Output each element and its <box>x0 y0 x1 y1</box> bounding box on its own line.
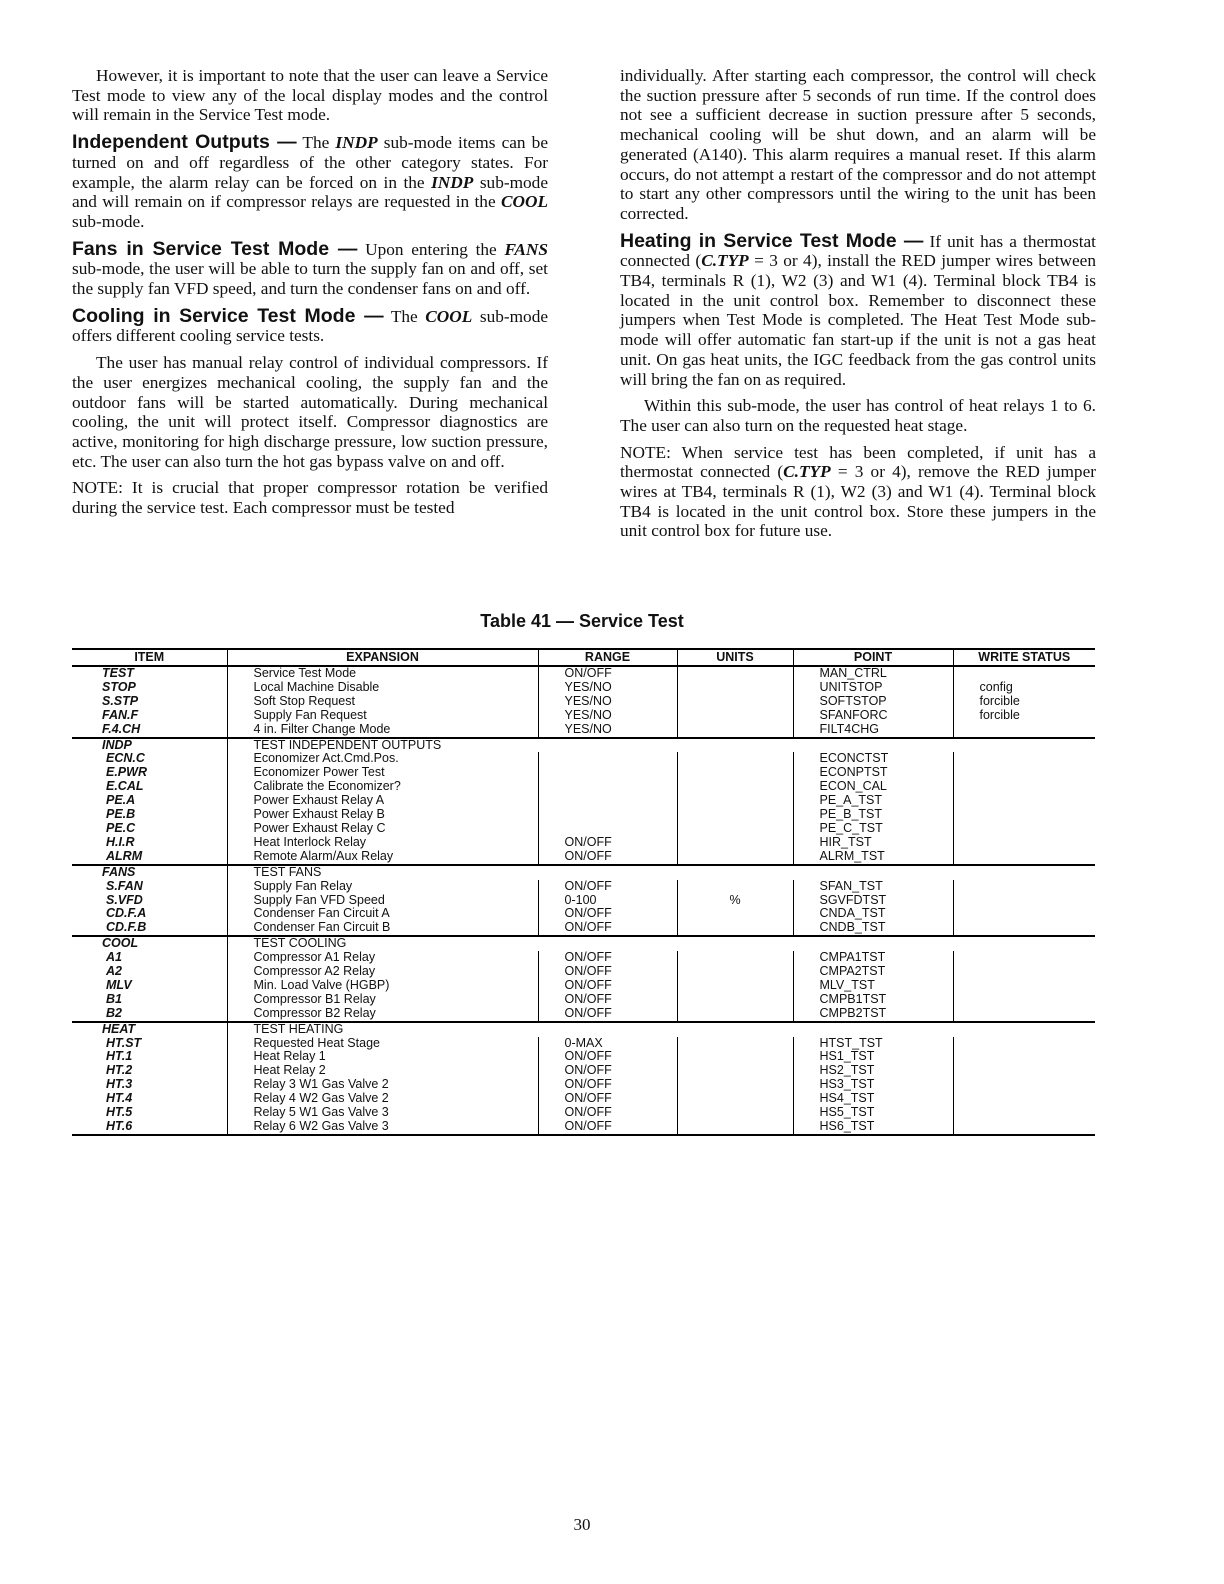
cell-units <box>677 1064 793 1078</box>
cell-expansion: Local Machine Disable <box>227 681 538 695</box>
table-row <box>72 808 1095 822</box>
cell-range: ON/OFF <box>538 907 677 921</box>
cell-range: ON/OFF <box>538 965 677 979</box>
cell-point: HS5_TST <box>793 1106 953 1120</box>
table-row <box>72 979 1095 993</box>
cell-expansion: Heat Interlock Relay <box>227 836 538 850</box>
cell-range: ON/OFF <box>538 850 677 865</box>
cell-item: B2 <box>72 1007 227 1022</box>
cell-item: HT.2 <box>106 1064 133 1078</box>
cell-range: ON/OFF <box>538 666 677 681</box>
table-row <box>72 880 1095 894</box>
cell-units: % <box>677 894 793 908</box>
table-row <box>72 1064 1095 1078</box>
table-section-header <box>72 936 1095 951</box>
cell-point <box>793 936 953 951</box>
cell-item: HT.4 <box>106 1092 133 1106</box>
cell-write-status <box>953 951 1095 965</box>
cell-point: SOFTSTOP <box>793 695 953 709</box>
cell-point: CMPA1TST <box>793 951 953 965</box>
cell-range: ON/OFF <box>538 1120 677 1135</box>
col-header-expansion: EXPANSION <box>227 649 538 666</box>
cell-range: ON/OFF <box>538 1092 677 1106</box>
compressor-check-paragraph: individually. After starting each compressor, the control will check the suction pressure after 5 seconds of run time. If the control does not see a sufficient decrease in suction pressure after 5 seconds, mechanical cooling will be shut down, and an alarm will be generated (A140). This alarm requires a manual reset. If this alarm occurs, do not attempt a restart of the compressor and do not attempt to start any other compressors until the wiring to the unit has been corrected. <box>620 66 1096 223</box>
independent-outputs-paragraph: Independent Outputs — The INDP sub-mode items can be turned on and off regardless of the other category states. For example, the alarm relay can be forced on in the INDP sub-mode and will remain on if compressor relays are requested in the COOL sub-mode. <box>72 131 548 231</box>
cell-units <box>677 794 793 808</box>
cooling-paragraph: Cooling in Service Test Mode — The COOL sub-mode offers different cooling service tests. <box>72 304 548 346</box>
cell-units <box>677 936 793 951</box>
cell-item: FAN.F <box>102 708 139 722</box>
cell-write-status <box>953 936 1095 951</box>
cell-write-status <box>953 979 1095 993</box>
cell-units <box>677 695 793 709</box>
cell-point: UNITSTOP <box>793 681 953 695</box>
cell-range <box>538 766 677 780</box>
cell-range <box>538 738 677 753</box>
cell-expansion: Condenser Fan Circuit A <box>227 907 538 921</box>
cell-point: HIR_TST <box>793 836 953 850</box>
cell-write-status <box>953 822 1095 836</box>
cell-write-status <box>953 1092 1095 1106</box>
cell-item: E.PWR <box>106 766 147 780</box>
cell-expansion: Remote Alarm/Aux Relay <box>227 850 538 865</box>
cell-point: ALRM_TST <box>793 850 953 865</box>
table-body <box>72 666 1095 1135</box>
cell-write-status: forcible <box>953 709 1095 723</box>
cell-units <box>677 1120 793 1135</box>
cell-write-status <box>953 666 1095 681</box>
table-row <box>72 1037 1095 1051</box>
left-column <box>72 66 548 525</box>
cell-item: A2 <box>106 965 122 979</box>
cell-point: SGVFDTST <box>793 894 953 908</box>
cell-write-status <box>953 752 1095 766</box>
cell-item: INDP <box>102 737 132 752</box>
heating-paragraph: Heating in Service Test Mode — If unit has a thermostat connected (C.TYP = 3 or 4), install the RED jumper wires between TB4, terminals R (1), W2 (3) and W1 (4). Terminal block TB4 is located in the unit control box. Remember to disconnect these jumpers when Test Mode is completed. The Heat Test Mode sub-mode will offer automatic fan start-up if the unit is not a gas heat unit. On gas heat units, the IGC feedback from the gas control units will bring the fan on as required. <box>620 229 1096 389</box>
table-row <box>72 1050 1095 1064</box>
table-section-header <box>72 865 1095 880</box>
cell-item: HT.1 <box>106 1050 133 1064</box>
cell-units <box>677 1007 793 1022</box>
cell-units <box>677 850 793 865</box>
cell-write-status <box>953 1120 1095 1135</box>
table-row <box>72 1120 1095 1135</box>
cell-item: HEAT <box>102 1021 136 1036</box>
cell-range: YES/NO <box>538 695 677 709</box>
table-row <box>72 921 1095 936</box>
cell-item: CD.F.A <box>106 907 147 921</box>
cell-units <box>677 766 793 780</box>
cell-expansion: Calibrate the Economizer? <box>227 780 538 794</box>
cell-item: CD.F.B <box>72 921 227 936</box>
col-header-write-status: WRITE STATUS <box>953 649 1095 666</box>
col-header-range: RANGE <box>538 649 677 666</box>
cell-expansion: Compressor B1 Relay <box>227 993 538 1007</box>
cell-item: HT.3 <box>106 1078 133 1092</box>
fans-heading: Fans in Service Test Mode — <box>72 237 358 260</box>
cell-units <box>677 1092 793 1106</box>
cell-point: ECONPTST <box>793 766 953 780</box>
cell-expansion: Economizer Power Test <box>227 766 538 780</box>
cell-point: MAN_CTRL <box>793 666 953 681</box>
table-row <box>72 709 1095 723</box>
cell-range <box>538 1022 677 1037</box>
cell-range <box>538 780 677 794</box>
cell-units <box>677 738 793 753</box>
table-row <box>72 836 1095 850</box>
cell-item: ALRM <box>72 850 227 865</box>
cell-point: PE_A_TST <box>793 794 953 808</box>
cell-expansion: Relay 4 W2 Gas Valve 2 <box>227 1092 538 1106</box>
table-row <box>72 780 1095 794</box>
cell-range <box>538 865 677 880</box>
table-header-row <box>72 649 1095 666</box>
cooling-heading: Cooling in Service Test Mode — <box>72 304 384 327</box>
manual-relay-paragraph: The user has manual relay control of individual compressors. If the user energizes mechanical cooling, the supply fan and the outdoor fans will be started automatically. During mechanical cooling, the unit will protect itself. Compressor diagnostics are active, monitoring for high discharge pressure, low suction pressure, etc. The user can also turn the hot gas bypass valve on and off. <box>72 353 548 471</box>
cell-range: ON/OFF <box>538 993 677 1007</box>
cell-write-status: forcible <box>953 695 1095 709</box>
cell-expansion: Relay 5 W1 Gas Valve 3 <box>227 1106 538 1120</box>
cell-expansion: Condenser Fan Circuit B <box>227 921 538 936</box>
table-section-header <box>72 738 1095 753</box>
cell-range: ON/OFF <box>538 921 677 936</box>
cell-expansion: Soft Stop Request <box>227 695 538 709</box>
cell-units <box>677 979 793 993</box>
cell-point: HS1_TST <box>793 1050 953 1064</box>
cell-units <box>677 681 793 695</box>
cell-item: S.STP <box>102 694 139 708</box>
cell-expansion: Compressor B2 Relay <box>227 1007 538 1022</box>
cell-point <box>793 1022 953 1037</box>
cell-point <box>793 738 953 753</box>
cell-expansion: TEST HEATING <box>227 1022 538 1037</box>
cell-point: CMPB2TST <box>793 1007 953 1022</box>
col-header-units: UNITS <box>677 649 793 666</box>
table-row <box>72 1092 1095 1106</box>
heating-heading: Heating in Service Test Mode — <box>620 229 924 252</box>
cell-range: YES/NO <box>538 709 677 723</box>
cell-units <box>677 865 793 880</box>
cell-point: HS6_TST <box>793 1120 953 1135</box>
cell-point: MLV_TST <box>793 979 953 993</box>
cell-expansion: Relay 3 W1 Gas Valve 2 <box>227 1078 538 1092</box>
cell-write-status <box>953 1037 1095 1051</box>
right-column <box>620 66 1096 548</box>
cell-point <box>793 865 953 880</box>
table-row <box>72 695 1095 709</box>
col-header-point: POINT <box>793 649 953 666</box>
cell-write-status <box>953 993 1095 1007</box>
cell-expansion: Power Exhaust Relay B <box>227 808 538 822</box>
cell-item: HT.5 <box>106 1106 133 1120</box>
cell-point: HTST_TST <box>793 1037 953 1051</box>
cell-point: HS3_TST <box>793 1078 953 1092</box>
cell-item: S.VFD <box>106 893 143 907</box>
cell-write-status <box>953 921 1095 936</box>
cell-range <box>538 752 677 766</box>
cell-expansion: Heat Relay 2 <box>227 1064 538 1078</box>
cell-range: YES/NO <box>538 681 677 695</box>
cell-item: S.FAN <box>106 879 143 893</box>
cell-range: ON/OFF <box>538 1064 677 1078</box>
cell-write-status <box>953 865 1095 880</box>
cell-write-status: config <box>953 681 1095 695</box>
cell-units <box>677 993 793 1007</box>
cell-item: PE.C <box>106 821 136 835</box>
cell-point: HS2_TST <box>793 1064 953 1078</box>
cell-write-status <box>953 836 1095 850</box>
cell-point: ECONCTST <box>793 752 953 766</box>
cell-expansion: Requested Heat Stage <box>227 1037 538 1051</box>
cell-range: ON/OFF <box>538 836 677 850</box>
cell-range: ON/OFF <box>538 880 677 894</box>
cell-units <box>677 1022 793 1037</box>
cell-write-status <box>953 1106 1095 1120</box>
cell-item: E.CAL <box>106 780 144 794</box>
cell-point: PE_B_TST <box>793 808 953 822</box>
cell-item: B1 <box>106 992 122 1006</box>
cell-item: MLV <box>106 978 132 992</box>
cell-item: COOL <box>102 936 139 951</box>
col-header-item: ITEM <box>72 649 227 666</box>
cell-point: ECON_CAL <box>793 780 953 794</box>
cell-write-status <box>953 808 1095 822</box>
table-row <box>72 907 1095 921</box>
cell-range: YES/NO <box>538 723 677 738</box>
table-row <box>72 681 1095 695</box>
cell-point: SFANFORC <box>793 709 953 723</box>
cell-range: ON/OFF <box>538 951 677 965</box>
cell-units <box>677 1037 793 1051</box>
table-row <box>72 766 1095 780</box>
cell-expansion: Service Test Mode <box>227 666 538 681</box>
cell-range <box>538 822 677 836</box>
cell-write-status <box>953 907 1095 921</box>
cell-expansion: TEST COOLING <box>227 936 538 951</box>
cell-write-status <box>953 766 1095 780</box>
heat-relays-paragraph: Within this sub-mode, the user has control of heat relays 1 to 6. The user can also turn on the requested heat stage. <box>620 396 1096 435</box>
cell-units <box>677 965 793 979</box>
cell-write-status <box>953 794 1095 808</box>
cell-item: HT.6 <box>72 1120 227 1135</box>
cell-range <box>538 936 677 951</box>
cell-point: SFAN_TST <box>793 880 953 894</box>
cell-expansion: Heat Relay 1 <box>227 1050 538 1064</box>
cell-item: FANS <box>102 864 136 879</box>
cell-units <box>677 1106 793 1120</box>
cell-range: ON/OFF <box>538 1050 677 1064</box>
cell-units <box>677 752 793 766</box>
cell-units <box>677 836 793 850</box>
cell-units <box>677 666 793 681</box>
cell-units <box>677 808 793 822</box>
cell-point: CMPB1TST <box>793 993 953 1007</box>
table-row <box>72 965 1095 979</box>
table-row <box>72 1106 1095 1120</box>
cell-write-status <box>953 1064 1095 1078</box>
cell-expansion: Supply Fan Request <box>227 709 538 723</box>
cell-range <box>538 808 677 822</box>
table-row <box>72 894 1095 908</box>
cell-item: H.I.R <box>106 835 135 849</box>
cell-write-status <box>953 1078 1095 1092</box>
table-row <box>72 822 1095 836</box>
cell-point: CNDB_TST <box>793 921 953 936</box>
cell-expansion: Compressor A1 Relay <box>227 951 538 965</box>
cell-point: CMPA2TST <box>793 965 953 979</box>
cell-expansion: Economizer Act.Cmd.Pos. <box>227 752 538 766</box>
intro-paragraph: However, it is important to note that the user can leave a Service Test mode to view any of the local display modes and the control will remain in the Service Test mode. <box>72 66 548 125</box>
jumper-note: NOTE: When service test has been completed, if unit has a thermostat connected (C.TYP = 3 or 4), remove the RED jumper wires at TB4, terminals R (1), W2 (3) and W1 (4). Terminal block TB4 is located in the unit control box. Store these jumpers in the unit control box for future use. <box>620 442 1096 541</box>
cell-write-status <box>953 723 1095 738</box>
table-row <box>72 1078 1095 1092</box>
cell-range: ON/OFF <box>538 1106 677 1120</box>
cell-item: HT.ST <box>106 1036 142 1050</box>
table-row <box>72 993 1095 1007</box>
cell-expansion: Relay 6 W2 Gas Valve 3 <box>227 1120 538 1135</box>
cell-range: ON/OFF <box>538 979 677 993</box>
cell-item: PE.A <box>106 794 136 808</box>
cell-expansion: Power Exhaust Relay A <box>227 794 538 808</box>
cell-units <box>677 1050 793 1064</box>
cell-expansion: TEST FANS <box>227 865 538 880</box>
cell-write-status <box>953 965 1095 979</box>
cell-write-status <box>953 894 1095 908</box>
cell-expansion: TEST INDEPENDENT OUTPUTS <box>227 738 538 753</box>
cell-write-status <box>953 880 1095 894</box>
cell-item: A1 <box>106 951 122 965</box>
cell-expansion: Supply Fan VFD Speed <box>227 894 538 908</box>
cell-units <box>677 907 793 921</box>
cell-item: ECN.C <box>106 752 145 766</box>
table-title: Table 41 — Service Test <box>480 611 684 631</box>
cell-range: ON/OFF <box>538 1007 677 1022</box>
cell-units <box>677 951 793 965</box>
fans-paragraph: Fans in Service Test Mode — Upon entering the FANS sub-mode, the user will be able to turn the supply fan on and off, set the supply fan VFD speed, and turn the condenser fans on and off. <box>72 237 548 299</box>
cell-expansion: Supply Fan Relay <box>227 880 538 894</box>
cell-item: STOP <box>102 680 136 694</box>
cell-range: ON/OFF <box>538 1078 677 1092</box>
cell-point: FILT4CHG <box>793 723 953 738</box>
table-row <box>72 666 1095 681</box>
page-number: 30 <box>573 1515 591 1534</box>
cell-point: CNDA_TST <box>793 907 953 921</box>
cell-write-status <box>953 850 1095 865</box>
cell-write-status <box>953 1050 1095 1064</box>
cell-point: HS4_TST <box>793 1092 953 1106</box>
cell-write-status <box>953 1007 1095 1022</box>
cell-expansion: Min. Load Valve (HGBP) <box>227 979 538 993</box>
cell-range: 0-MAX <box>538 1037 677 1051</box>
rotation-note: NOTE: It is crucial that proper compressor rotation be verified during the service test. Each compressor must be tested <box>72 478 548 518</box>
cell-units <box>677 709 793 723</box>
cell-range <box>538 794 677 808</box>
table-row <box>72 951 1095 965</box>
cell-units <box>677 1078 793 1092</box>
table-row <box>72 723 1095 738</box>
cell-expansion: 4 in. Filter Change Mode <box>227 723 538 738</box>
table-row <box>72 752 1095 766</box>
cell-write-status <box>953 780 1095 794</box>
cell-units <box>677 880 793 894</box>
cell-item: TEST <box>102 666 134 680</box>
cell-expansion: Power Exhaust Relay C <box>227 822 538 836</box>
cell-item: PE.B <box>106 808 136 822</box>
cell-units <box>677 723 793 738</box>
table-row <box>72 794 1095 808</box>
cell-write-status <box>953 1022 1095 1037</box>
cell-units <box>677 822 793 836</box>
cell-units <box>677 780 793 794</box>
table-row <box>72 850 1095 865</box>
table-row <box>72 1007 1095 1022</box>
cell-range: 0-100 <box>538 894 677 908</box>
cell-item: F.4.CH <box>72 723 227 738</box>
cell-units <box>677 921 793 936</box>
cell-expansion: Compressor A2 Relay <box>227 965 538 979</box>
independent-outputs-heading: Independent Outputs — <box>72 131 297 154</box>
cell-point: PE_C_TST <box>793 822 953 836</box>
table-section-header <box>72 1022 1095 1037</box>
service-test-table <box>72 648 1095 1136</box>
cell-write-status <box>953 738 1095 753</box>
